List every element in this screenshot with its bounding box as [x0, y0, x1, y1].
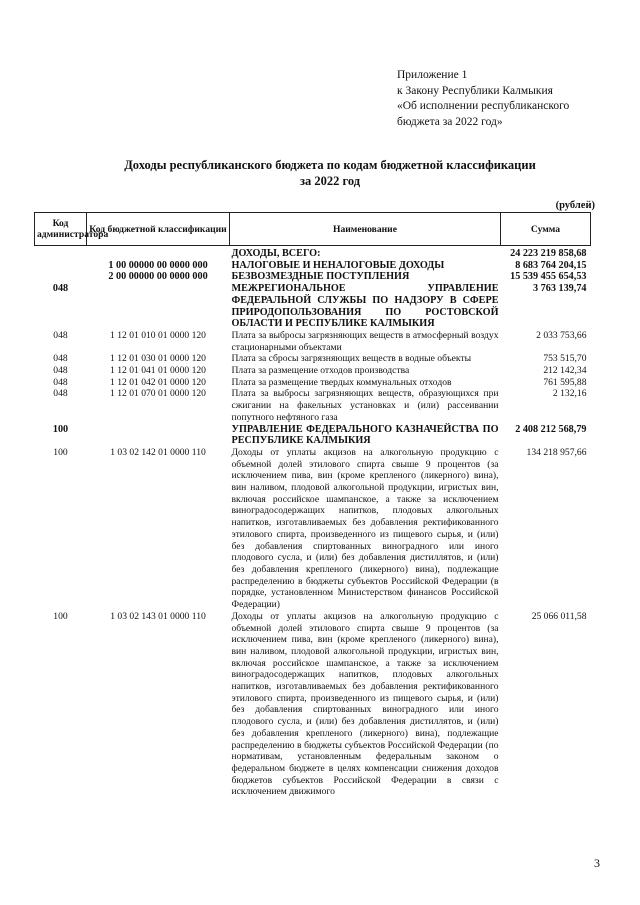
row-budget-code: 2 00 00000 00 0000 000 [108, 271, 208, 283]
row-admin-code [35, 271, 87, 283]
row-budget-code: 1 12 01 070 01 0000 120 [110, 388, 206, 400]
header-sum: Сумма [501, 213, 591, 246]
row-budget-code: 1 12 01 010 01 0000 120 [110, 329, 206, 341]
revenue-table [34, 212, 591, 798]
row-name: Плата за размещение твердых коммунальных отходов [231, 376, 452, 388]
table-row [35, 611, 591, 798]
table-row [35, 246, 591, 260]
header-admin-code: Код администратора [35, 213, 87, 246]
row-budget-code: 1 03 02 143 01 0000 110 [110, 610, 206, 622]
table-row [35, 388, 591, 423]
table-row [35, 424, 591, 447]
row-admin-code: 048 [52, 283, 69, 295]
row-admin-code: 048 [53, 376, 68, 388]
table-row [35, 283, 591, 330]
row-sum: 753 515,70 [543, 353, 587, 365]
header-budget-code: Код бюджетной классификации [87, 213, 230, 246]
row-budget-code: 1 12 01 042 01 0000 120 [110, 376, 206, 388]
row-admin-code [35, 260, 87, 272]
row-budget-code [87, 246, 230, 260]
row-admin-code: 100 [53, 610, 68, 622]
row-name: БЕЗВОЗМЕЗДНЫЕ ПОСТУПЛЕНИЯ [231, 271, 410, 283]
row-sum: 8 683 764 204,15 [515, 259, 587, 271]
row-admin-code: 100 [52, 423, 69, 435]
row-sum: 3 763 139,74 [533, 283, 587, 295]
appendix-line-3: «Об исполнении республиканского [397, 100, 570, 112]
table-row [35, 260, 591, 272]
header-name: Наименование [230, 213, 501, 246]
row-sum: 25 066 011,58 [531, 610, 587, 622]
row-sum: 134 218 957,66 [526, 446, 587, 458]
row-name: Плата за выбросы загрязняющих веществ, образующихся при сжигании на факельных установках и (или) рассеивании попутного нефтяного газа [231, 388, 499, 423]
row-sum: 2 132,16 [552, 388, 587, 400]
row-sum: 761 595,88 [543, 376, 587, 388]
row-sum: 2 033 753,66 [536, 329, 587, 341]
row-sum: 2 408 212 568,79 [515, 423, 587, 435]
row-budget-code: 1 12 01 041 01 0000 120 [110, 365, 206, 377]
row-budget-code: 1 00 00000 00 0000 000 [108, 259, 208, 271]
row-name: Плата за сбросы загрязняющих веществ в водные объекты [231, 353, 472, 365]
row-sum: 15 539 455 654,53 [510, 271, 587, 283]
appendix-line-1: Приложение 1 [397, 69, 468, 81]
row-admin-code: 048 [53, 353, 68, 365]
row-name: Плата за размещение отходов производства [231, 365, 410, 377]
row-name: Плата за выбросы загрязняющих веществ в атмосферный воздух стационарными объектами [231, 329, 499, 353]
row-sum: 24 223 219 858,68 [510, 248, 587, 259]
appendix-line-2: к Закону Республики Калмыкия [397, 84, 553, 97]
table-row [35, 353, 591, 365]
row-budget-code [87, 424, 230, 447]
row-admin-code [35, 246, 87, 260]
row-name: УПРАВЛЕНИЕ ФЕДЕРАЛЬНОГО КАЗНАЧЕЙСТВА ПО РЕСПУБЛИКЕ КАЛМЫКИЯ [231, 423, 499, 447]
row-name: ДОХОДЫ, ВСЕГО: [231, 248, 321, 259]
document-title-year: за 2022 год [299, 174, 361, 188]
table-row [35, 447, 591, 611]
table-row [35, 365, 591, 377]
row-name: Доходы от уплаты акцизов на алкогольную продукцию с объемной долей этилового спирта свыше 9 процентов (за исключением пива, вин (кроме крепленого (ликерного) вина), вин наливом, плодовой алкогольной продукции, игристых вин, включая российское шампанское, а также за исключением виноградосодержащих напитков, плодовых алкогольных напитков, изготавливаемых без добавления ректификованного этилового спирта, произведенного из пищевого сырья, и (или) без добавления спиртованных виноградного или иного плодового сусла, и (или) без добавления дистиллятов, и (или) без добавления крепленого (ликерного) вина), подлежащие распределению в бюджеты субъектов Российской Федерации (по нормативам, установленным федеральным законом о федеральном бюджете в целях компенсации снижения доходов бюджетов субъектов Российской Федерации в связи с исключением движимого [231, 610, 499, 798]
row-name: МЕЖРЕГИОНАЛЬНОЕ УПРАВЛЕНИЕ ФЕДЕРАЛЬНОЙ СЛУЖБЫ ПО НАДЗОРУ В СФЕРЕ ПРИРОДОПОЛЬЗОВАНИЯ ПО РОСТОВСКОЙ ОБЛАСТИ И РЕСПУБЛИКЕ КАЛМЫКИЯ [231, 283, 499, 330]
row-budget-code [87, 283, 230, 330]
units-label: (рублей) [555, 200, 595, 211]
row-budget-code: 1 12 01 030 01 0000 120 [110, 353, 206, 365]
appendix-line-4: бюджета за 2022 год» [397, 115, 503, 128]
table-header-row [35, 213, 591, 246]
row-budget-code: 1 03 02 142 01 0000 110 [110, 446, 206, 458]
row-admin-code: 048 [53, 388, 68, 400]
table-row [35, 330, 591, 353]
document-title: Доходы республиканского бюджета по кодам бюджетной классификации [124, 158, 536, 172]
row-admin-code: 048 [53, 329, 68, 341]
row-name: НАЛОГОВЫЕ И НЕНАЛОГОВЫЕ ДОХОДЫ [231, 259, 445, 271]
row-admin-code: 048 [53, 365, 68, 377]
row-admin-code: 100 [53, 446, 68, 458]
page-number: 3 [594, 856, 600, 870]
table-row [35, 377, 591, 389]
row-sum: 212 142,34 [543, 365, 587, 377]
row-name: Доходы от уплаты акцизов на алкогольную продукцию с объемной долей этилового спирта свыше 9 процентов (за исключением пива, вин (кроме крепленого (ликерного) вина), вин наливом, плодовой алкогольной продукции, игристых вин, включая российское шампанское, а также за исключением виноградосодержащих напитков, плодовых алкогольных напитков, изготавливаемых без добавления ректификованного этилового спирта, произведенного из пищевого сырья, и (или) без добавления спиртованных виноградного или иного плодового сусла, и (или) без добавления дистиллятов, и (или) без добавления крепленого (ликерного) вина), подлежащие распределению в бюджеты субъектов Российской Федерации (в порядке, установленном Министерством финансов Российской Федерации) [231, 446, 499, 611]
table-row [35, 271, 591, 283]
appendix-block [397, 68, 617, 130]
